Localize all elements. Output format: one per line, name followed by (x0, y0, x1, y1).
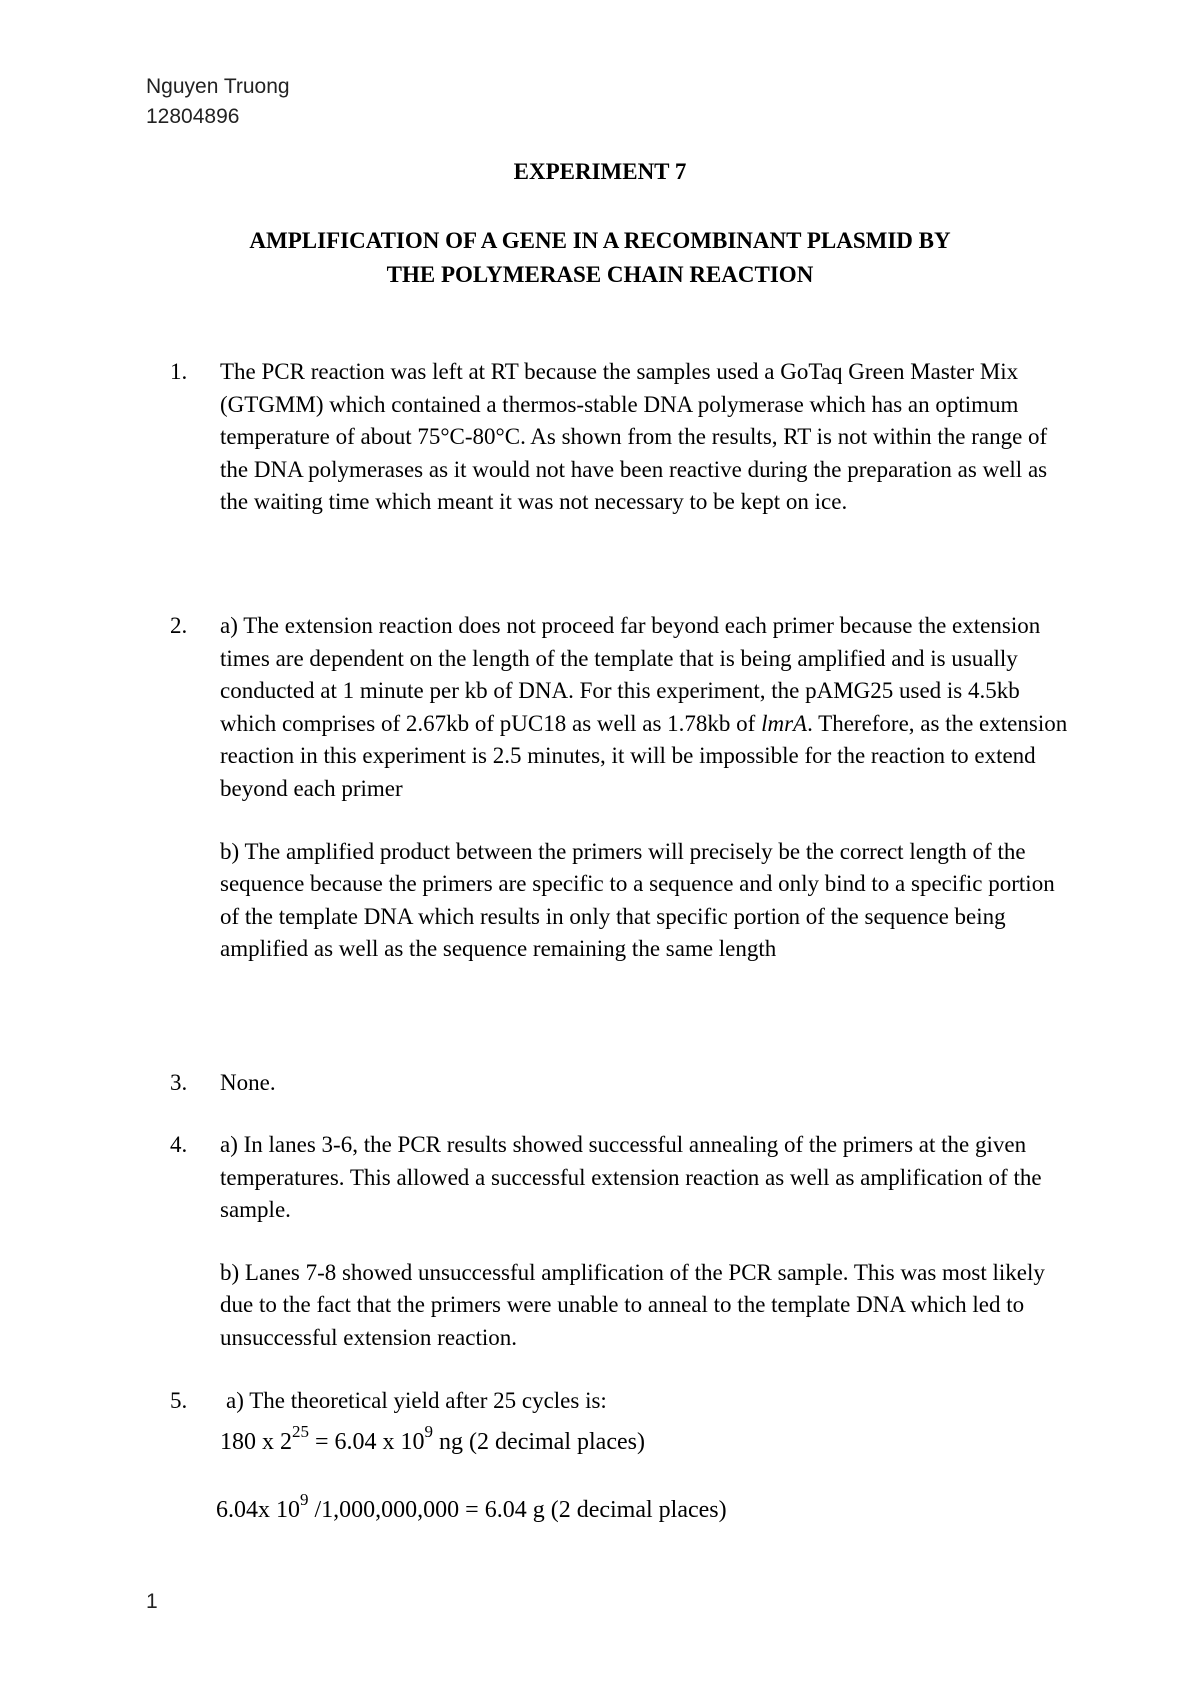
answer-number: 2. (170, 613, 188, 638)
formula-part: /1,000,000,000 = 6.04 g (2 decimal places) (308, 1497, 727, 1524)
answer-2a-part-1: a) The extension reaction does not proceed far beyond each primer because the extension times are dependent on the length of the template that is being amplified and is usually conducted at 1 minute per kb of DNA. For this experiment, the pAMG25 used is 4.5kb which comprises of 2.67kb of pUC18 as well as 1.78kb of (220, 613, 1041, 736)
answer-4b-text: b) Lanes 7-8 showed unsuccessful amplification of the PCR sample. This was most likely due to the fact that the primers were unable to anneal to the template DNA which led to unsuccessful extension reaction. (220, 1259, 1045, 1350)
page-number: 1 (146, 1590, 158, 1613)
answer-3-text: None. (220, 1070, 276, 1095)
gene-name: lmrA (761, 710, 808, 736)
exponent: 9 (424, 1421, 434, 1441)
answer-5a-intro: a) The theoretical yield after 25 cycles is: (226, 1388, 607, 1413)
answer-1 (170, 356, 1070, 519)
exponent: 25 (292, 1421, 309, 1441)
main-title-line-1: AMPLIFICATION OF A GENE IN A RECOMBINANT PLASMID BY (249, 228, 951, 253)
answer-2 (170, 610, 1070, 966)
answer-number: 3. (170, 1070, 188, 1095)
answer-number: 4. (170, 1132, 188, 1157)
answer-5 (170, 1385, 1070, 1527)
header (146, 72, 290, 132)
yield-formula (220, 1421, 1070, 1459)
answer-3 (170, 1067, 1070, 1100)
formula-part: 180 x 2 (220, 1428, 292, 1455)
answer-number: 1. (170, 359, 188, 384)
answer-4a-text: a) In lanes 3-6, the PCR results showed successful annealing of the primers at the given temperatures. This allowed a successful extension reaction as well as amplification of the sample. (220, 1132, 1042, 1223)
author-name: Nguyen Truong (146, 75, 290, 98)
main-title-line-2: THE POLYMERASE CHAIN REACTION (386, 262, 814, 287)
exponent: 9 (300, 1490, 309, 1510)
conversion-formula (216, 1490, 1070, 1527)
formula-part: = 6.04 x 10 (309, 1428, 425, 1455)
answer-number: 5. (170, 1388, 188, 1413)
answer-2a-text (220, 610, 1070, 806)
answer-4 (170, 1129, 1070, 1355)
answer-2a-part-2: . Therefore, as the extension reaction in this experiment is 2.5 minutes, it will be impossible for the reaction to extend beyond each primer (220, 710, 1068, 801)
formula-part: ng (2 decimal places) (433, 1428, 645, 1455)
main-title (0, 224, 1200, 292)
answer-1-text: The PCR reaction was left at RT because the samples used a GoTaq Green Master Mix (GTGMM) which contained a thermos-stable DNA polymerase which has an optimum temperature of about 75°C-80°C. As shown from the results, RT is not within the range of the DNA polymerases as it would not have been reactive during the preparation as well as the waiting time which meant it was not necessary to be kept on ice. (220, 359, 1048, 515)
formula-part: 6.04x 10 (216, 1497, 300, 1524)
answer-2b-text: b) The amplified product between the primers will precisely be the correct length of the sequence because the primers are specific to a sequence and only bind to a specific portion of the template DNA which results in only that specific portion of the sequence being amplified as well as the sequence remaining the same length (220, 838, 1055, 962)
student-id: 12804896 (146, 105, 240, 128)
experiment-title: EXPERIMENT 7 (513, 159, 687, 184)
